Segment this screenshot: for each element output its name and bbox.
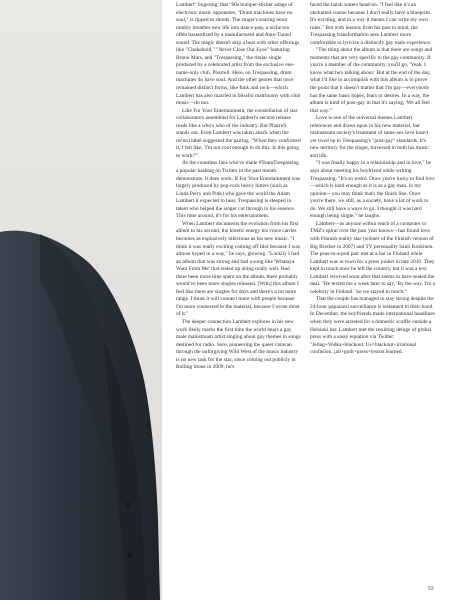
paragraph: "The thing about the album is that there are songs and moments that are very specific to the gay community. If you're a member of the community, you'll go, 'Yeah, I know what he's talking about.' But at the end of the day, what I'd like to accomplish with this album is to prove the point that it doesn't matter that I'm gay—everybody has the same basic hopes, fears or desires. In a way, the album is kind of post-gay in that it's saying, 'We all feel that way.'" [310,47,433,114]
paragraph: "I was finally happy in a relationship and in love," he says about meeting his boyfriend while writing Trespassing. "It's so weird. Once you're lucky to find love—which is hard enough as it is as a gay man, in my opinion—you may think that's the finish line. Once you're there, we still, as a society, have a lot of work to do. We still have a ways to go. I thought it was hard enough being single," he laughs. [310,160,435,220]
paragraph: Lambert—as anyone within reach of a computer or TMZ's spiral over the past year knows—has found love with Finnish reality star (winner of the Finnish version of Big Brother in 2007) and TV personality Sauli Koskinen. The peas-in-a-pod pair met at a bar in Finland while Lambert was in town for a press junket in late 2010. They kept in touch once he left the country, but it was a text Lambert received soon after that seems to have sealed the deal. "He texted me a week later to say, 'By the way, I'm a celebrity in Finland.' So we stayed in touch." [310,220,435,295]
paragraph: Love is one of the universal themes Lambert references and draws upon in his new material, but mainstream society's treatment of same-sex love hasn't yet lived up to Trespassing's "post-gay" standards. It's new territory for the singer, traversed in both his music and life. [310,115,429,159]
portrait-photo [0,0,162,600]
paragraph: The deeper connection Lambert explores in his new work likely marks the first time the world hears a gay male mainstream artist singing about gay themes in songs destined for radio. Sure, pioneering the queer caravan through the unforgiving Wild West of the music industry is no new task for the star; since coming out publicly in Rolling Stone in 2009, he's [176,318,301,371]
page-number: 53 [428,586,434,592]
article-column-2 [310,2,435,357]
article-column-1 [176,2,301,372]
paragraph: As the countless fans who've made #TeamTrespassing a popular hashtag on Twitter in the past month demonstrate, it does work. If For Your Entertainment was largely produced by pop-rock heavy hitters (such as Linda Perry and Pink) who gave the world the Adam Lambert it expected to hear, Trespassing is steeped in talent who helped the singer cut through to his essence. This time around, it's for his entertainment. [176,160,301,220]
paragraph: Lambert" lingering, that "90s bumper-sticker adage of electronic music opponents, "Drum machines have no soul," is ripped to shreds. The singer's soaring tenor nimbly breathes new life into dance-pop, a niche too often bastardized by a manufactured and Auto-Tuned sound. The magic doesn't skip a beat with other offerings like "Chokehold," "Never Close Our Eyes" featuring Bruno Mars, and "Trespassing," the titular single produced by a celebrated artist from the exclusive one-name-only club, Pharrell. Here, on Trespassing, drum machines do have soul. And the other genres that once remained distinct forms, like funk and rock—which Lambert has also married in blissful matrimony with club music—do too. [176,2,301,107]
paragraph: When Lambert documents the evolution from his first album to his second, the kinetic energy his voice carries becomes as explosively infectious as his new music. "I think it was really exciting coming off Idol because I was almost hyped in a way," he says, glowing. "Luckily I had an album that was strong and had a song like 'Whataya Want From Me' that ended up doing really well. Had there been more time spent on the album, there probably would've been more singles released. [With] this album I feel like there are singles for days and there's a lot more range. I think it will connect more with people because I'm more connected to the material, because I wrote most of it." [176,220,300,318]
paragraph: Like For Your Entertainment, the constellation of star collaborators assembled for Lambert's second release reads like a who's who of the industry. But Pharrell stands out. Even Lambert was taken aback when the record label suggested the pairing. "When they confirmed it, I felt like, 'I'm not cool enough to do this. Is this going to work?'" [176,107,301,159]
paragraph: That the couple has managed to stay strong despite the 24-hour paparazzi surveillance is testament to their bond. In December, the boyfriends made international headlines when they were arrested for a domestic scuffle outside a Helsinki bar. Lambert met the resulting deluge of global press with a sassy equation via Twitter: "Jetlag+Vodka+blackout. Us=blackout+irrational confusion. jail+guilt+press=lesson learned. [310,296,435,356]
suit-jacket-illustration [0,0,162,600]
paragraph: faced the harsh waters head-on. "I feel like it's an uncharted course because I don't really have a blueprint. It's exciting, and in a way it means I can write my own rules." But with lessons from his past in mind, the Trespassing transformation sees Lambert more comfortable to lyricize a distinctly gay male experience. [310,2,432,46]
